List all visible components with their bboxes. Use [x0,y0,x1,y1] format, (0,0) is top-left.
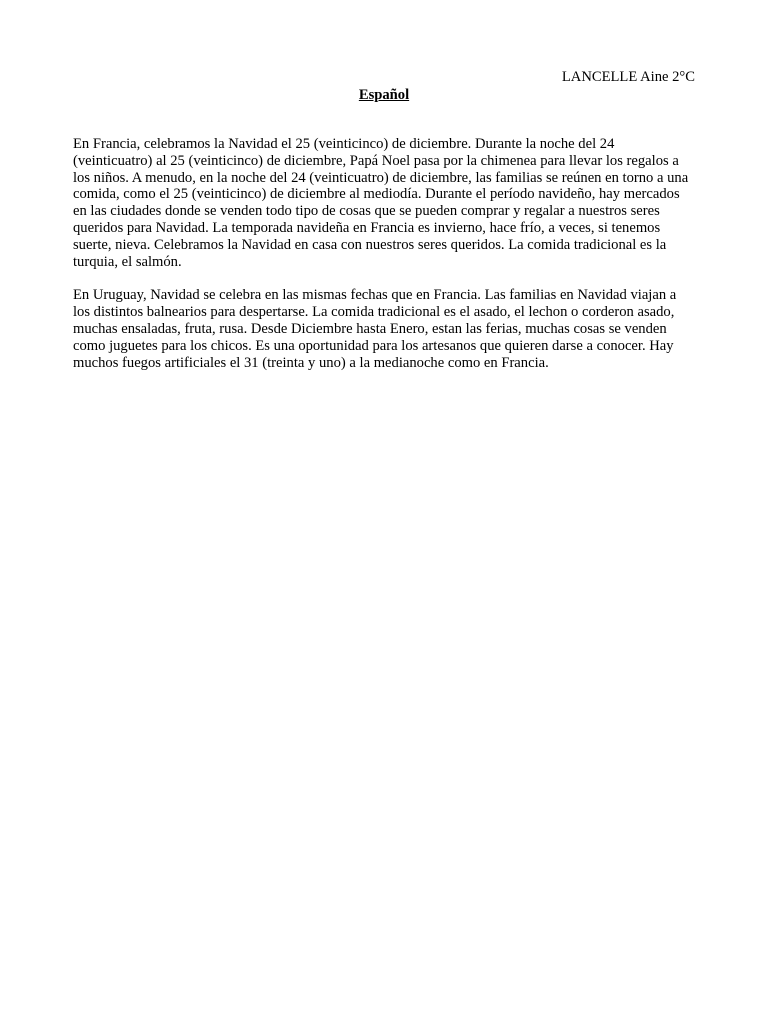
paragraph-uruguay: En Uruguay, Navidad se celebra en las mismas fechas que en Francia. Las familias en Navidad viajan a los distintos balnearios para despertarse. La comida tradicional es el asado, el lechon o corderon asado, muchas ensaladas, fruta, rusa. Desde Diciembre hasta Enero, estan las ferias, muchas cosas se venden como juguetes para los chicos. Es una oportunidad para los artesanos que quieren darse a conocer. Hay muchos fuegos artificiales el 31 (treinta y uno) a la medianoche como en Francia. [73,287,677,371]
document-body [73,136,695,388]
document-title: Español [358,87,410,103]
author-line: LANCELLE Aine 2°C [561,69,695,85]
paragraph-francia: En Francia, celebramos la Navidad el 25 (veinticinco) de diciembre. Durante la noche del 24 (veinticuatro) al 25 (veinticinco) de diciembre, Papá Noel pasa por la chimenea para llevar los regalos a los niños. A menudo, en la noche del 24 (veinticuatro) de diciembre, las familias se reúnen en torno a una comida, como el 25 (veinticinco) de diciembre al mediodía. Durante el período navideño, hay mercados en las ciudades donde se venden todo tipo de cosas que se pueden comprar y regalar a nuestros seres queridos para Navidad. La temporada navideña en Francia es invierno, hace frío, a veces, si tenemos suerte, nieva. Celebramos la Navidad en casa con nuestros seres queridos. La comida tradicional es la turquia, el salmón. [73,136,689,270]
